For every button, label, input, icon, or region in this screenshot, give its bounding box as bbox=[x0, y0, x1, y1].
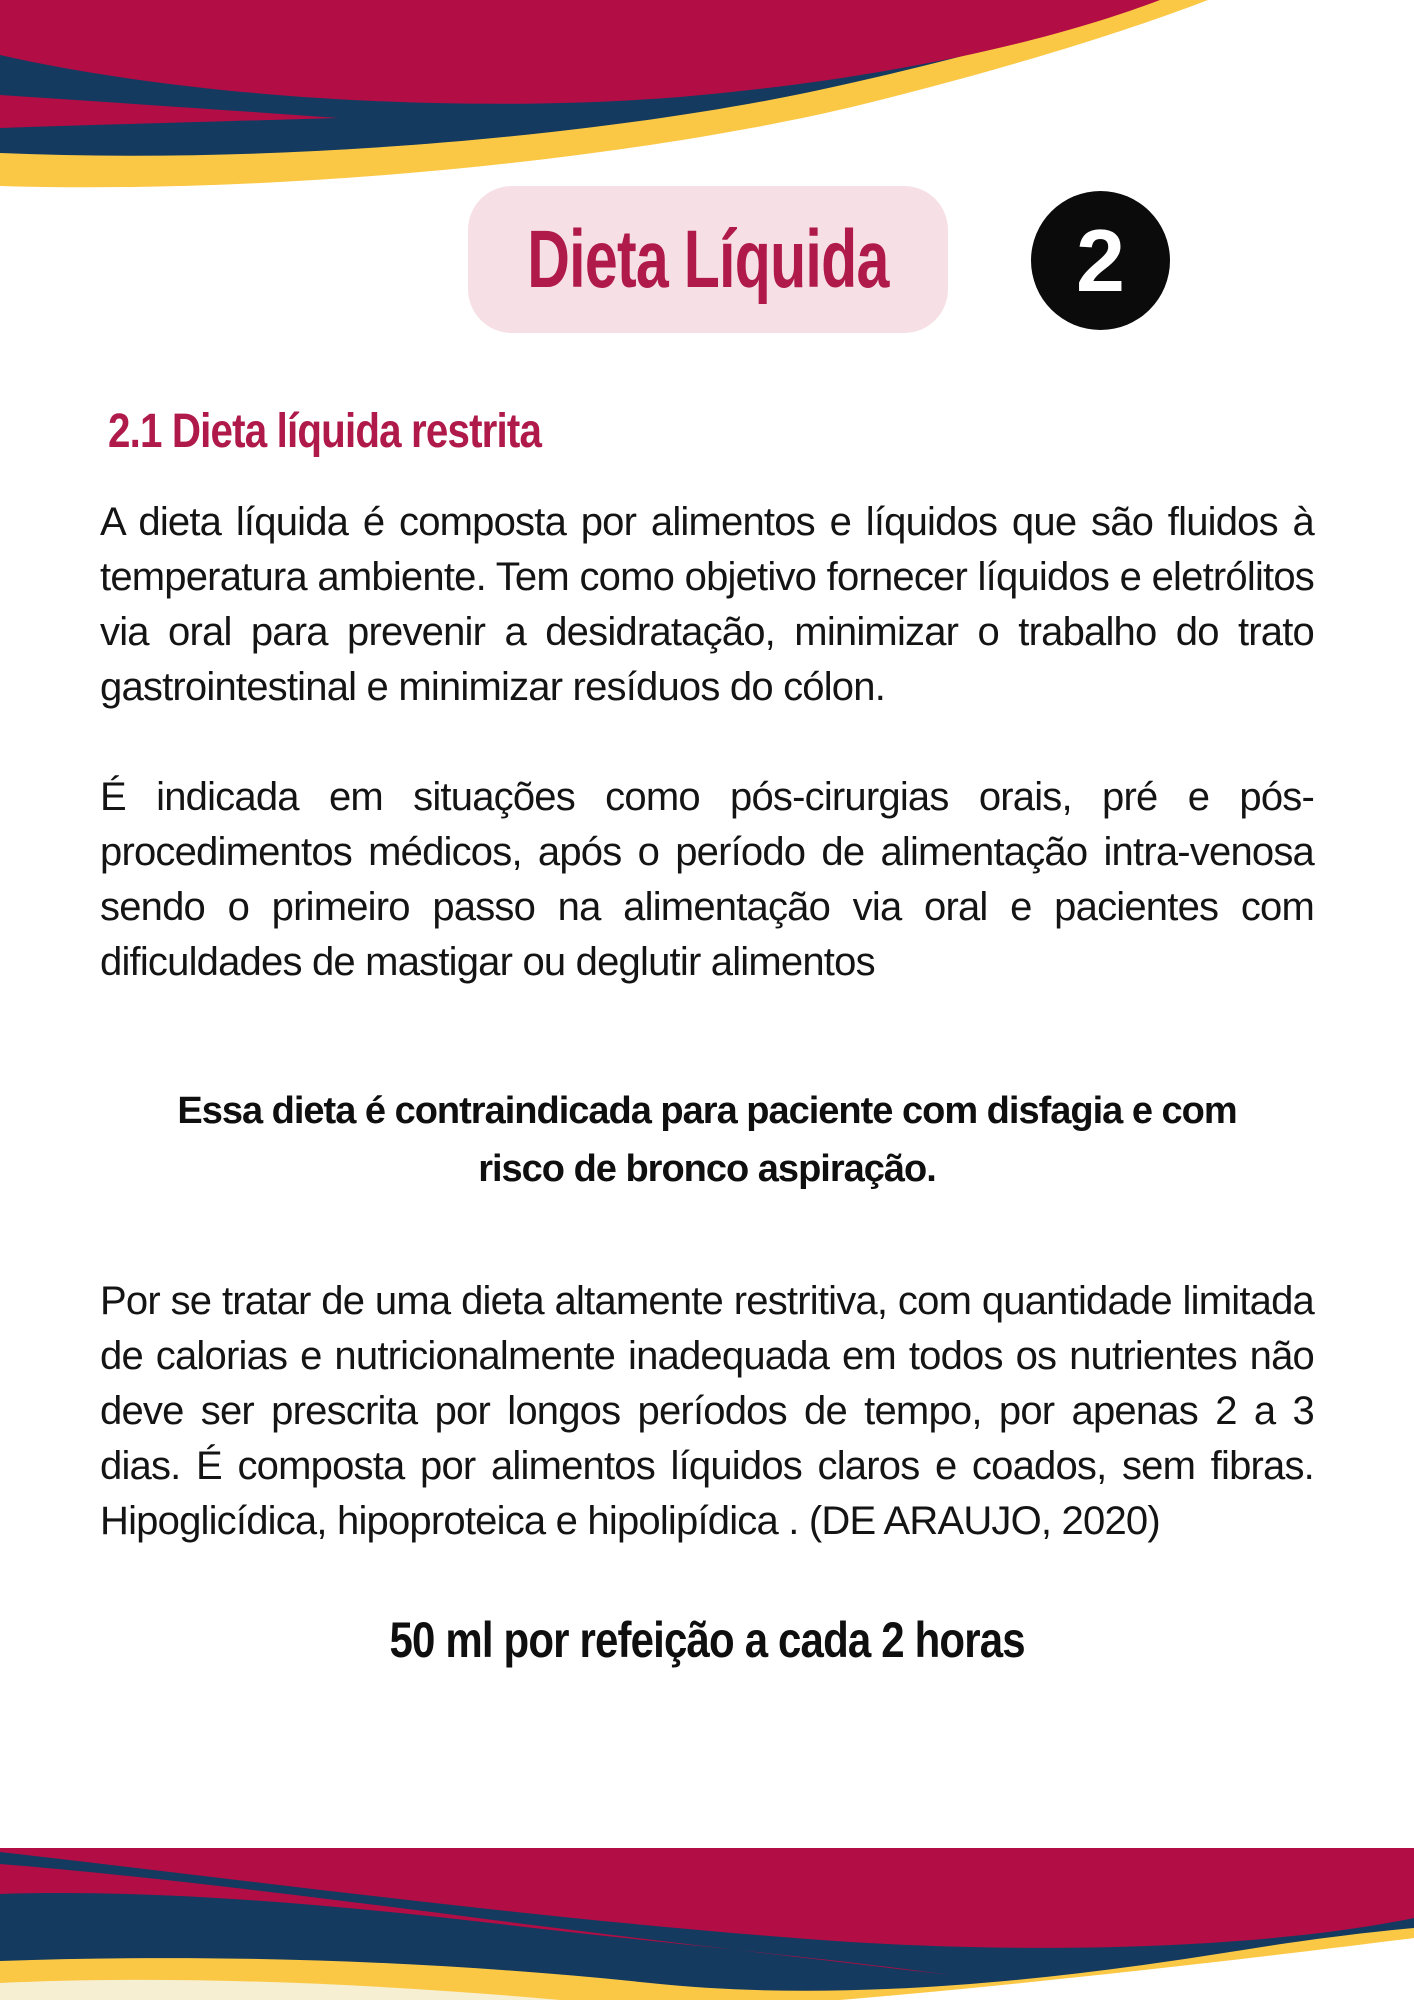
chapter-title: Dieta Líquida bbox=[527, 213, 889, 305]
contraindication-callout: Essa dieta é contraindicada para paciente com disfagia e com risco de bronco aspiração. bbox=[177, 1090, 1237, 1190]
paragraph-3: Por se tratar de uma dieta altamente restritiva, com quantidade limitada de calorias e nutricionalmente inadequada em todos os nutrientes não deve ser prescrita por longos períodos de tempo, por apenas 2 a 3 dias. É composta por alimentos líquidos claros e coados, sem fibras. Hipoglicídica, hipoproteica e hipolipídica . (DE ARAUJO, 2020) bbox=[100, 1279, 1314, 1543]
chapter-number: 2 bbox=[1076, 210, 1125, 310]
section-heading: 2.1 Dieta líquida restrita bbox=[108, 405, 542, 458]
bottom-wave-decoration bbox=[0, 1844, 1414, 2000]
dosage-text: 50 ml por refeição a cada 2 horas bbox=[389, 1612, 1025, 1668]
paragraph-1: A dieta líquida é composta por alimentos e líquidos que são fluidos à temperatura ambiente. Tem como objetivo fornecer líquidos e eletrólitos via oral para prevenir a desidratação, minimizar o trabalho do trato gastrointestinal e minimizar resíduos do cólon. bbox=[100, 500, 1314, 709]
dosage-highlight bbox=[100, 1611, 1314, 1669]
paragraph-2: É indicada em situações como pós-cirurgias orais, pré e pós-procedimentos médicos, após o período de alimentação intra-venosa sendo o primeiro passo na alimentação via oral e pacientes com dificuldades de mastigar ou deglutir alimentos bbox=[100, 775, 1314, 984]
